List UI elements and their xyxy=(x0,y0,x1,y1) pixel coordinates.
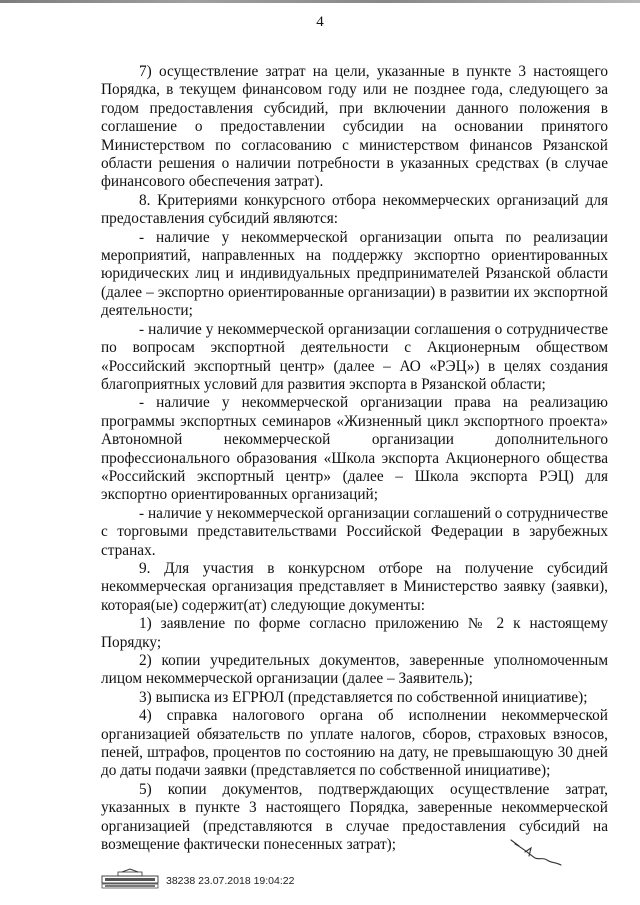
scan-top-edge xyxy=(0,0,640,3)
page-number: 4 xyxy=(316,14,324,30)
document-item-2: 2) копии учредительных документов, заверенные уполномоченным лицом некоммерческой организации (далее – Заявитель); xyxy=(101,652,608,688)
registration-number: 38238 23.07.2018 19:04:22 xyxy=(166,875,295,887)
document-item-1: 1) заявление по форме согласно приложению № 2 к настоящему Порядку; xyxy=(101,615,608,651)
criterion-trade-missions: - наличие у некоммерческой организации соглашений о сотрудничестве с торговыми представительствами Российской Федерации в зарубежных странах. xyxy=(101,504,608,559)
registry-stamp-icon xyxy=(100,868,160,890)
paragraph-section-9: 9. Для участия в конкурсном отборе на получение субсидий некоммерческая организация представляет в Министерство заявку (заявки), которая(ые) содержит(ат) следующие документы: xyxy=(101,559,608,614)
document-item-5: 5) копии документов, подтверждающих осуществление затрат, указанных в пункте 3 настоящего Порядка, заверенные некоммерческой организацией (представляются в случае предоставления субсидий на возмещение фактически понесенных затрат); xyxy=(101,780,608,854)
paragraph-section-8: 8. Критериями конкурсного отбора некоммерческих организаций для предоставления субсидий являются: xyxy=(101,191,608,228)
paragraph-item-7: 7) осуществление затрат на цели, указанные в пункте 3 настоящего Порядка, в текущем финансовом году или не позднее года, следующего за годом предоставления субсидий, при включении данного положения в соглашение о предоставлении субсидии на основании принятого Министерством по согласованию с министерством финансов Рязанской области решения о наличии потребности в указанных средствах (в случае финансового обеспечения затрат). xyxy=(101,63,608,191)
signature-mark xyxy=(505,832,565,872)
criterion-seminar-rights: - наличие у некоммерческой организации права на реализацию программы экспортных семинаров «Жизненный цикл экспортного проекта» Автономной некоммерческой организации дополнительного профессионального образования «Школа экспорта Акционерного общества «Российский экспортный центр» (далее – Школа экспорта РЭЦ) для экспортно ориентированных организаций; xyxy=(101,394,608,504)
criterion-rec-agreement: - наличие у некоммерческой организации соглашения о сотрудничестве по вопросам экспортной деятельности с Акционерным обществом «Российский экспортный центр» (далее – АО «РЭЦ») в целях создания благоприятных условий для развития экспорта в Рязанской области; xyxy=(101,320,608,393)
document-item-3: 3) выписка из ЕГРЮЛ (представляется по собственной инициативе); xyxy=(139,688,588,706)
criterion-experience: - наличие у некоммерческой организации опыта по реализации мероприятий, направленных на поддержку экспортно ориентированных юридических лиц и индивидуальных предпринимателей Рязанской области (далее – экспортно ориентированные организации) в развитии их экспортной деятельности; xyxy=(101,228,608,320)
document-item-4: 4) справка налогового органа об исполнении некоммерческой организацией обязательств по уплате налогов, сборов, страховых взносов, пеней, штрафов, процентов по состоянию на дату, не превышающую 30 дней до даты подачи заявки (представляется по собственной инициативе); xyxy=(101,707,608,780)
document-body xyxy=(101,63,608,854)
